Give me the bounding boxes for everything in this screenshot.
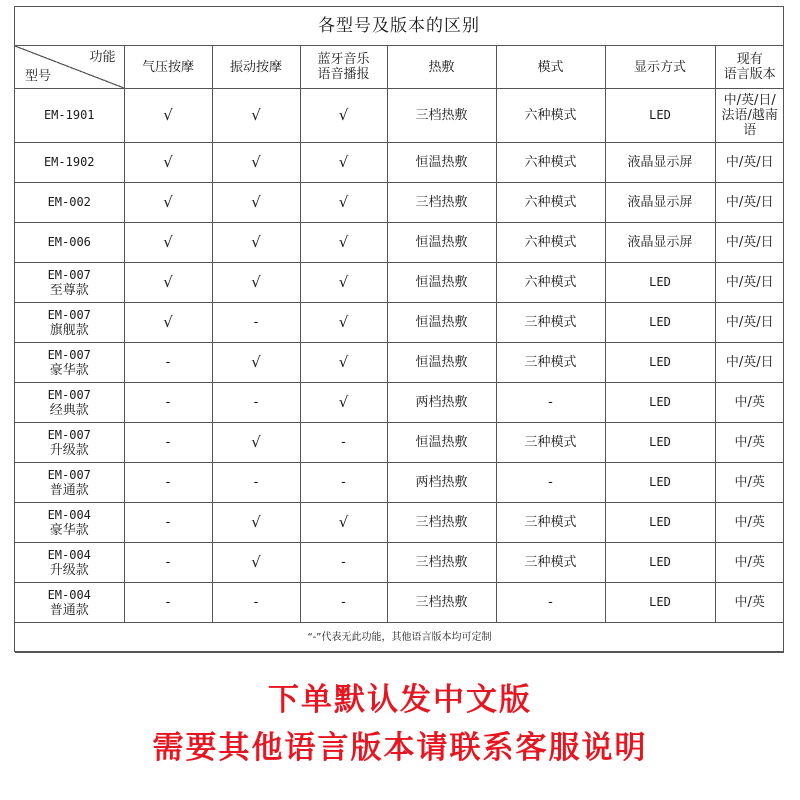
header-bluetooth-line2: 语音播报: [317, 67, 370, 82]
mode-cell: 三种模式: [496, 423, 605, 463]
language-cell: 中/英: [715, 463, 784, 503]
vibration-massage-cell: √: [212, 543, 300, 583]
vibration-massage-cell: √: [212, 89, 300, 143]
model-cell: [15, 143, 124, 183]
header-vibration-massage: 振动按摩: [212, 46, 300, 89]
model-code: EM-004: [47, 507, 91, 522]
mode-cell: -: [496, 383, 605, 423]
model-code: EM-007: [47, 387, 91, 402]
mode-cell: 三种模式: [496, 303, 605, 343]
table-row: [15, 463, 784, 503]
model-cell: [15, 263, 124, 303]
header-row: [15, 46, 784, 89]
table-body: [15, 89, 784, 623]
heat-cell: 三档热敷: [387, 503, 496, 543]
display-cell: LED: [605, 423, 715, 463]
comparison-table: [15, 46, 784, 653]
mode-cell: -: [496, 463, 605, 503]
model-cell: [15, 89, 124, 143]
mode-cell: 三种模式: [496, 543, 605, 583]
display-cell: 液晶显示屏: [605, 223, 715, 263]
display-cell: LED: [605, 343, 715, 383]
bluetooth-voice-cell: -: [300, 543, 387, 583]
table-row: [15, 89, 784, 143]
language-cell: 中/英: [715, 543, 784, 583]
language-cell: 中/英: [715, 423, 784, 463]
mode-cell: 三种模式: [496, 503, 605, 543]
heat-cell: 恒温热敷: [387, 143, 496, 183]
model-edition: 升级款: [49, 442, 89, 458]
language-cell: 中/英/日: [715, 303, 784, 343]
model-cell: [15, 423, 124, 463]
heat-cell: 两档热敷: [387, 383, 496, 423]
language-cell: 中/英: [715, 583, 784, 623]
air-massage-cell: -: [124, 543, 212, 583]
header-language: [715, 46, 784, 89]
mode-cell: 六种模式: [496, 143, 605, 183]
model-cell: [15, 383, 124, 423]
header-heat: 热敷: [387, 46, 496, 89]
bluetooth-voice-cell: -: [300, 583, 387, 623]
model-edition: 豪华款: [49, 362, 89, 378]
bluetooth-voice-cell: √: [300, 143, 387, 183]
heat-cell: 恒温热敷: [387, 303, 496, 343]
vibration-massage-cell: √: [212, 223, 300, 263]
heat-cell: 恒温热敷: [387, 263, 496, 303]
model-edition: 普通款: [49, 602, 89, 618]
bluetooth-voice-cell: √: [300, 303, 387, 343]
model-code: EM-1902: [43, 155, 95, 169]
heat-cell: 恒温热敷: [387, 223, 496, 263]
model-cell: [15, 463, 124, 503]
vibration-massage-cell: √: [212, 183, 300, 223]
display-cell: LED: [605, 543, 715, 583]
vibration-massage-cell: -: [212, 383, 300, 423]
bluetooth-voice-cell: -: [300, 423, 387, 463]
model-label: 型号: [25, 69, 52, 84]
header-air-massage: 气压按摩: [124, 46, 212, 89]
corner-header: [15, 46, 124, 89]
footnote-row: [15, 623, 784, 653]
air-massage-cell: -: [124, 583, 212, 623]
air-massage-cell: √: [124, 143, 212, 183]
spec-sheet: [14, 6, 784, 652]
mode-cell: -: [496, 583, 605, 623]
display-cell: 液晶显示屏: [605, 183, 715, 223]
display-cell: 液晶显示屏: [605, 143, 715, 183]
model-edition: 至尊款: [49, 282, 89, 298]
bluetooth-voice-cell: √: [300, 383, 387, 423]
heat-cell: 三档热敷: [387, 583, 496, 623]
bluetooth-voice-cell: √: [300, 343, 387, 383]
table-row: [15, 223, 784, 263]
bluetooth-voice-cell: √: [300, 263, 387, 303]
heat-cell: 三档热敷: [387, 543, 496, 583]
vibration-massage-cell: √: [212, 343, 300, 383]
model-code: EM-002: [47, 195, 91, 209]
mode-cell: 六种模式: [496, 89, 605, 143]
heat-cell: 恒温热敷: [387, 343, 496, 383]
heat-cell: 恒温热敷: [387, 423, 496, 463]
display-cell: LED: [605, 503, 715, 543]
vibration-massage-cell: √: [212, 263, 300, 303]
model-cell: [15, 583, 124, 623]
model-code: EM-007: [47, 467, 91, 482]
table-row: [15, 583, 784, 623]
model-edition: 普通款: [49, 482, 89, 498]
display-cell: LED: [605, 89, 715, 143]
mode-cell: 六种模式: [496, 183, 605, 223]
language-cell: 中/英: [715, 383, 784, 423]
vibration-massage-cell: -: [212, 463, 300, 503]
language-cell: 中/英/日: [715, 223, 784, 263]
heat-cell: 三档热敷: [387, 89, 496, 143]
model-code: EM-007: [47, 347, 91, 362]
display-cell: LED: [605, 303, 715, 343]
bluetooth-voice-cell: √: [300, 503, 387, 543]
air-massage-cell: √: [124, 223, 212, 263]
model-code: EM-007: [47, 427, 91, 442]
table-row: [15, 263, 784, 303]
model-code: EM-007: [47, 267, 91, 282]
header-bluetooth-voice: [300, 46, 387, 89]
table-row: [15, 383, 784, 423]
footnote: “-”代表无此功能，其他语言版本均可定制: [15, 623, 784, 653]
table-row: [15, 143, 784, 183]
table-row: [15, 423, 784, 463]
air-massage-cell: √: [124, 263, 212, 303]
notice-default-chinese: 下单默认发中文版: [268, 682, 532, 718]
mode-cell: 六种模式: [496, 223, 605, 263]
model-code: EM-006: [47, 235, 91, 249]
model-code: EM-004: [47, 547, 91, 562]
bluetooth-voice-cell: √: [300, 89, 387, 143]
language-cell: 中/英/日: [715, 263, 784, 303]
vibration-massage-cell: -: [212, 303, 300, 343]
vibration-massage-cell: √: [212, 503, 300, 543]
model-edition: 升级款: [49, 562, 89, 578]
header-language-line1: 现有: [736, 52, 763, 67]
header-mode: 模式: [496, 46, 605, 89]
vibration-massage-cell: √: [212, 143, 300, 183]
air-massage-cell: -: [124, 503, 212, 543]
model-edition: 经典款: [49, 402, 89, 418]
model-cell: [15, 343, 124, 383]
table-row: [15, 343, 784, 383]
bluetooth-voice-cell: √: [300, 223, 387, 263]
table-row: [15, 303, 784, 343]
model-cell: [15, 303, 124, 343]
notice-contact-service: 需要其他语言版本请联系客服说明: [152, 730, 648, 766]
header-display: 显示方式: [605, 46, 715, 89]
air-massage-cell: √: [124, 303, 212, 343]
table-row: [15, 543, 784, 583]
bluetooth-voice-cell: -: [300, 463, 387, 503]
function-label: 功能: [89, 50, 116, 65]
display-cell: LED: [605, 383, 715, 423]
language-cell: 中/英: [715, 503, 784, 543]
air-massage-cell: √: [124, 89, 212, 143]
vibration-massage-cell: √: [212, 423, 300, 463]
table-row: [15, 183, 784, 223]
bluetooth-voice-cell: √: [300, 183, 387, 223]
heat-cell: 三档热敷: [387, 183, 496, 223]
vibration-massage-cell: -: [212, 583, 300, 623]
language-cell: 中/英/日/法语/越南语: [715, 89, 784, 143]
heat-cell: 两档热敷: [387, 463, 496, 503]
mode-cell: 六种模式: [496, 263, 605, 303]
language-cell: 中/英/日: [715, 143, 784, 183]
table-title: 各型号及版本的区别: [15, 7, 783, 46]
model-edition: 旗舰款: [49, 322, 89, 338]
table-row: [15, 503, 784, 543]
display-cell: LED: [605, 463, 715, 503]
model-cell: [15, 503, 124, 543]
model-cell: [15, 543, 124, 583]
air-massage-cell: √: [124, 183, 212, 223]
model-edition: 豪华款: [49, 522, 89, 538]
model-code: EM-1901: [43, 108, 95, 122]
header-language-line2: 语言版本: [723, 67, 776, 82]
language-cell: 中/英/日: [715, 343, 784, 383]
model-cell: [15, 183, 124, 223]
mode-cell: 三种模式: [496, 343, 605, 383]
display-cell: LED: [605, 263, 715, 303]
air-massage-cell: -: [124, 383, 212, 423]
air-massage-cell: -: [124, 343, 212, 383]
model-code: EM-004: [47, 587, 91, 602]
language-cell: 中/英/日: [715, 183, 784, 223]
air-massage-cell: -: [124, 423, 212, 463]
model-cell: [15, 223, 124, 263]
air-massage-cell: -: [124, 463, 212, 503]
model-code: EM-007: [47, 307, 91, 322]
header-bluetooth-line1: 蓝牙音乐: [317, 52, 370, 67]
display-cell: LED: [605, 583, 715, 623]
